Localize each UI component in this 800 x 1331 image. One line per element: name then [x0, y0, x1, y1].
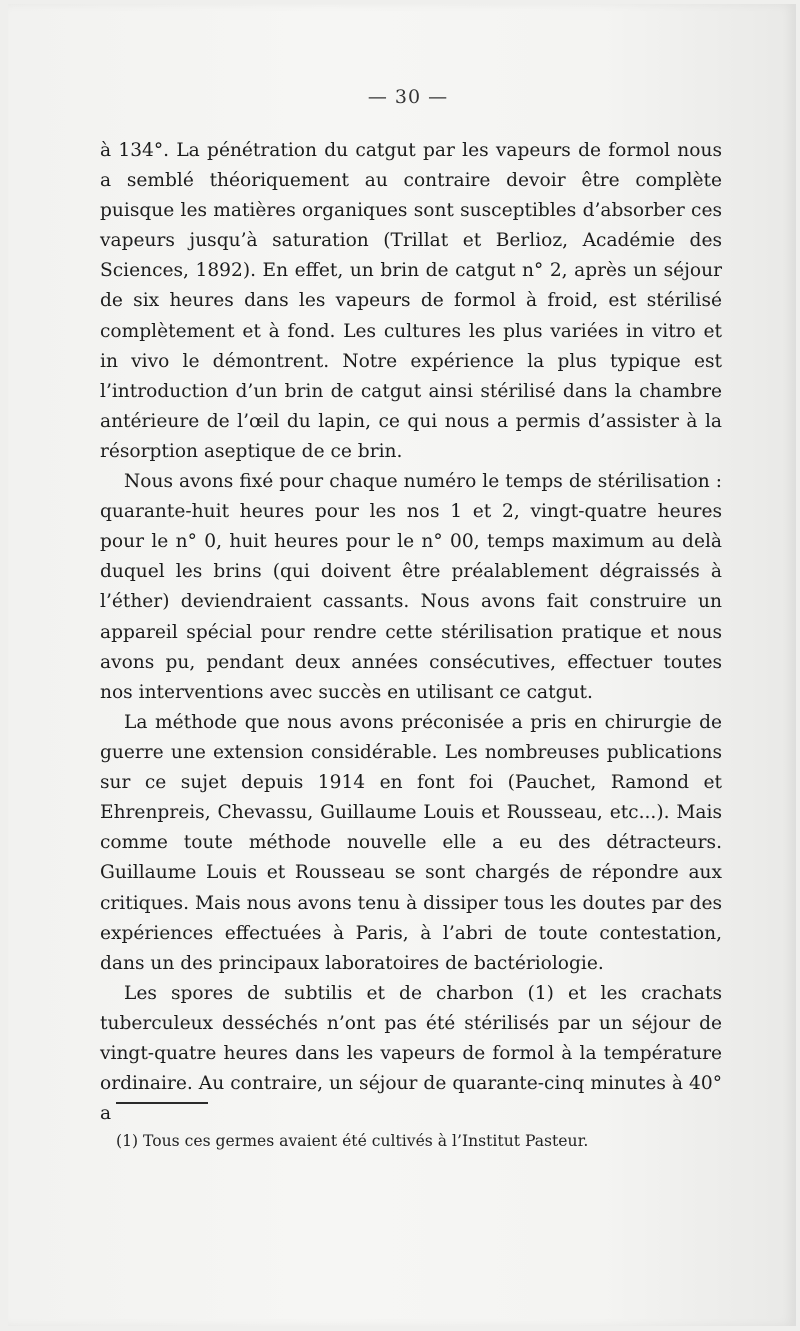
text-block-2 — [100, 708, 722, 1129]
paragraph: Nous avons fixé pour chaque numéro le temps de stérilisation : quarante-huit heures pour les nos 1 et 2, vingt-quatre heures pour le n° 0, huit heures pour le n° 00, temps maximum au delà duquel les brins (qui doivent être préalablement dégraissés à l’éther) deviendraient cassants. Nous avons fait construire un appareil spécial pour rendre cette stérilisation pratique et nous avons pu, pendant deux années consécutives, effectuer toutes nos interventions avec succès en utilisant ce catgut. — [100, 471, 722, 703]
paragraph: La méthode que nous avons préconisée a pris en chirurgie de guerre une extension considérable. Les nombreuses publications sur ce sujet depuis 1914 en font foi (Pauchet, Ramond et Ehrenpreis, Chevassu, Guillaume Louis et Rousseau, etc...). Mais comme toute méthode nouvelle elle a eu des détracteurs. Guillaume Louis et Rousseau se sont chargés de répondre aux critiques. Mais nous avons tenu à dissiper tous les doutes par des expériences effectuées à Paris, à l’abri de toute contestation, dans un des principaux laboratoires de bactériologie. — [100, 712, 722, 974]
paragraph: à 134°. La pénétration du catgut par les vapeurs de formol nous a semblé théoriquement au contraire devoir être complète puisque les matières organiques sont susceptibles d’absorber ces vapeurs jusqu’à saturation (Trillat et Berlioz, Académie des Sciences, 1892). En effet, un brin de catgut n° 2, après un séjour de six heures dans les vapeurs de formol à froid, est stérilisé complètement et à fond. Les cultures les plus variées in vitro et in vivo le démontrent. Notre expérience la plus typique est l’introduction d’un brin de catgut ainsi stérilisé dans la chambre antérieure de l’œil du lapin, ce qui nous a permis d’assister à la résorption aseptique de ce brin. — [100, 140, 722, 462]
footnote: (1) Tous ces germes avaient été cultivés à l’Institut Pasteur. — [116, 1132, 589, 1150]
book-page — [8, 4, 796, 1326]
page-number: — 30 — — [367, 86, 449, 108]
footnote-separator — [116, 1102, 208, 1104]
paragraph: Les spores de subtilis et de charbon (1) et les crachats tuberculeux desséchés n’ont pas été stérilisés par un séjour de vingt-quatre heures dans les vapeurs de formol à la température ordinaire. Au contraire, un séjour de quarante-cinq minutes à 40° a — [100, 982, 722, 1125]
text-block-1 — [100, 136, 722, 708]
